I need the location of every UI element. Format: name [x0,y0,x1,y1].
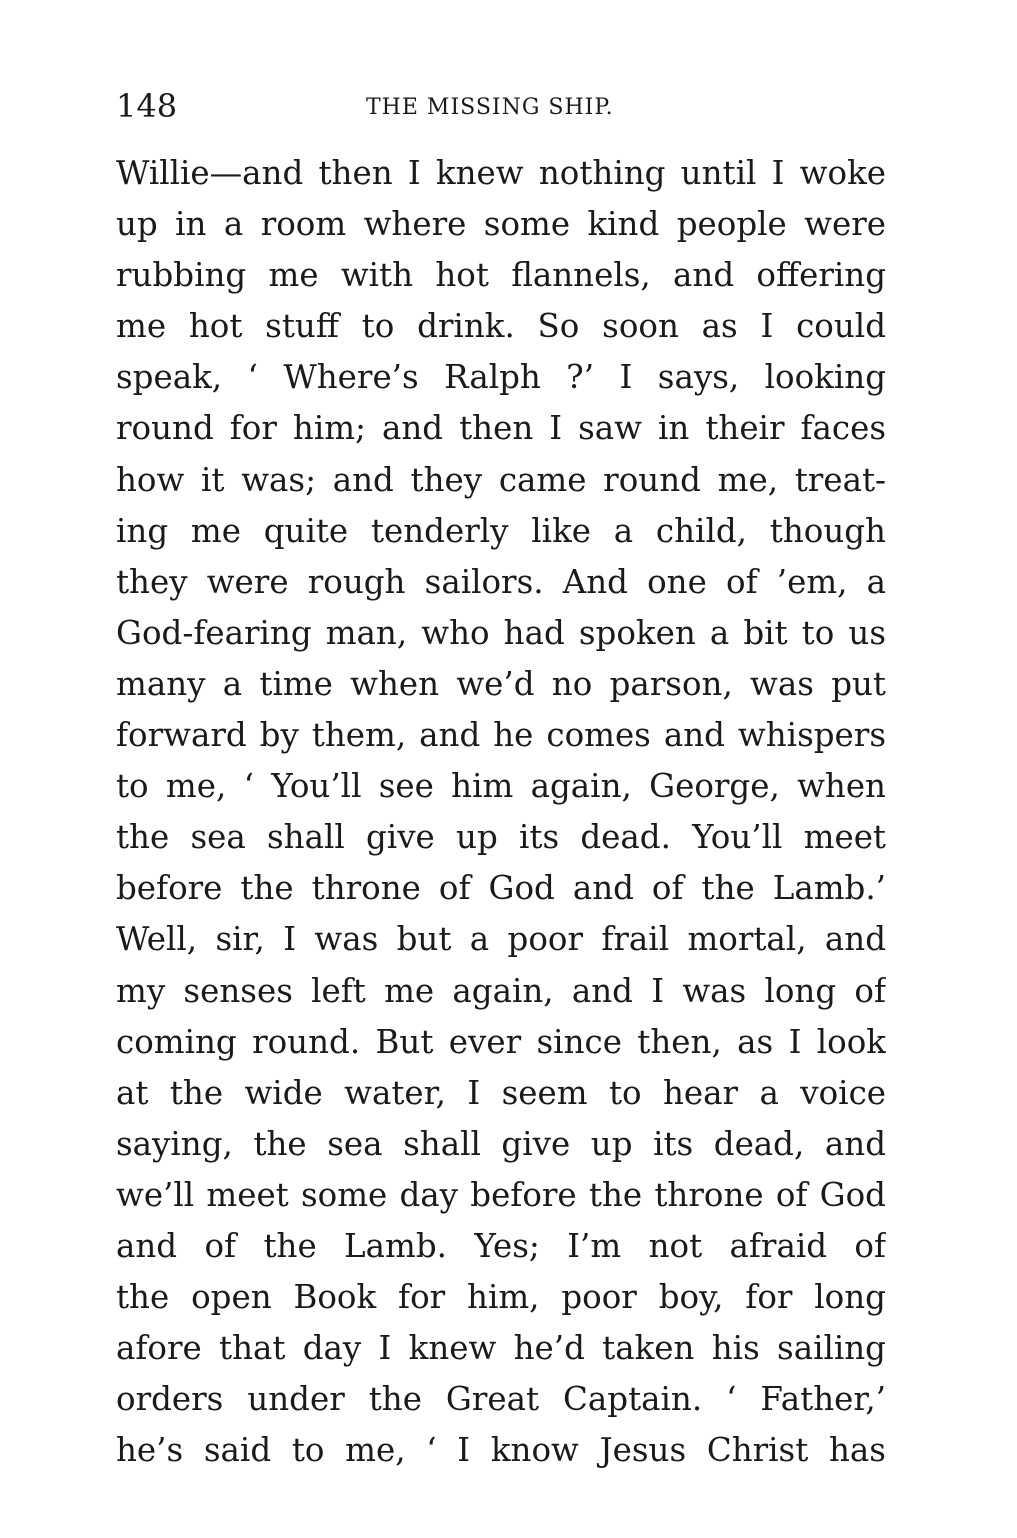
text-line: how it was; and they came round me, treat- [116,460,886,499]
text-line: round for him; and then I saw in their faces [116,409,886,448]
text-line: Well, sir, I was but a poor frail mortal, and [116,920,886,959]
page-header [116,86,886,126]
text-line: they were rough sailors. And one of ’em, a [116,562,886,601]
text-line: orders under the Great Captain. ‘ Father,’ [116,1380,886,1419]
text-line: speak, ‘ Where’s Ralph ?’ I says, looking [116,358,886,397]
text-line: rubbing me with hot flannels, and offering [116,256,886,295]
text-line: Willie—and then I knew nothing until I woke [116,154,886,192]
text-line: many a time when we’d no parson, was put [116,664,886,703]
text-line: afore that day I knew he’d taken his sailing [116,1329,886,1368]
text-line: the sea shall give up its dead. You’ll meet [116,818,886,857]
text-line: ing me quite tenderly like a child, though [116,511,886,550]
text-line: saying, the sea shall give up its dead, and [116,1124,886,1163]
text-line: up in a room where some kind people were [116,205,886,244]
text-line: at the wide water, I seem to hear a voice [116,1073,886,1112]
text-line: God-fearing man, who had spoken a bit to us [116,613,886,652]
running-head: THE MISSING SHIP. [366,95,614,120]
body-text [116,148,886,1476]
text-line: forward by them, and he comes and whispers [116,716,886,755]
text-line: me hot stuff to drink. So soon as I could [116,307,886,346]
text-line: he’s said to me, ‘ I know Jesus Christ has [116,1431,886,1470]
text-line: we’ll meet some day before the throne of God [116,1175,886,1214]
text-line: my senses left me again, and I was long of [116,971,886,1010]
text-line: coming round. But ever since then, as I look [116,1022,886,1061]
text-line: before the throne of God and of the Lamb.’ [116,869,886,908]
text-line: the open Book for him, poor boy, for long [116,1278,886,1317]
text-line: and of the Lamb. Yes; I’m not afraid of [116,1226,886,1265]
text-line: to me, ‘ You’ll see him again, George, when [116,767,886,806]
page-number: 148 [116,87,178,125]
